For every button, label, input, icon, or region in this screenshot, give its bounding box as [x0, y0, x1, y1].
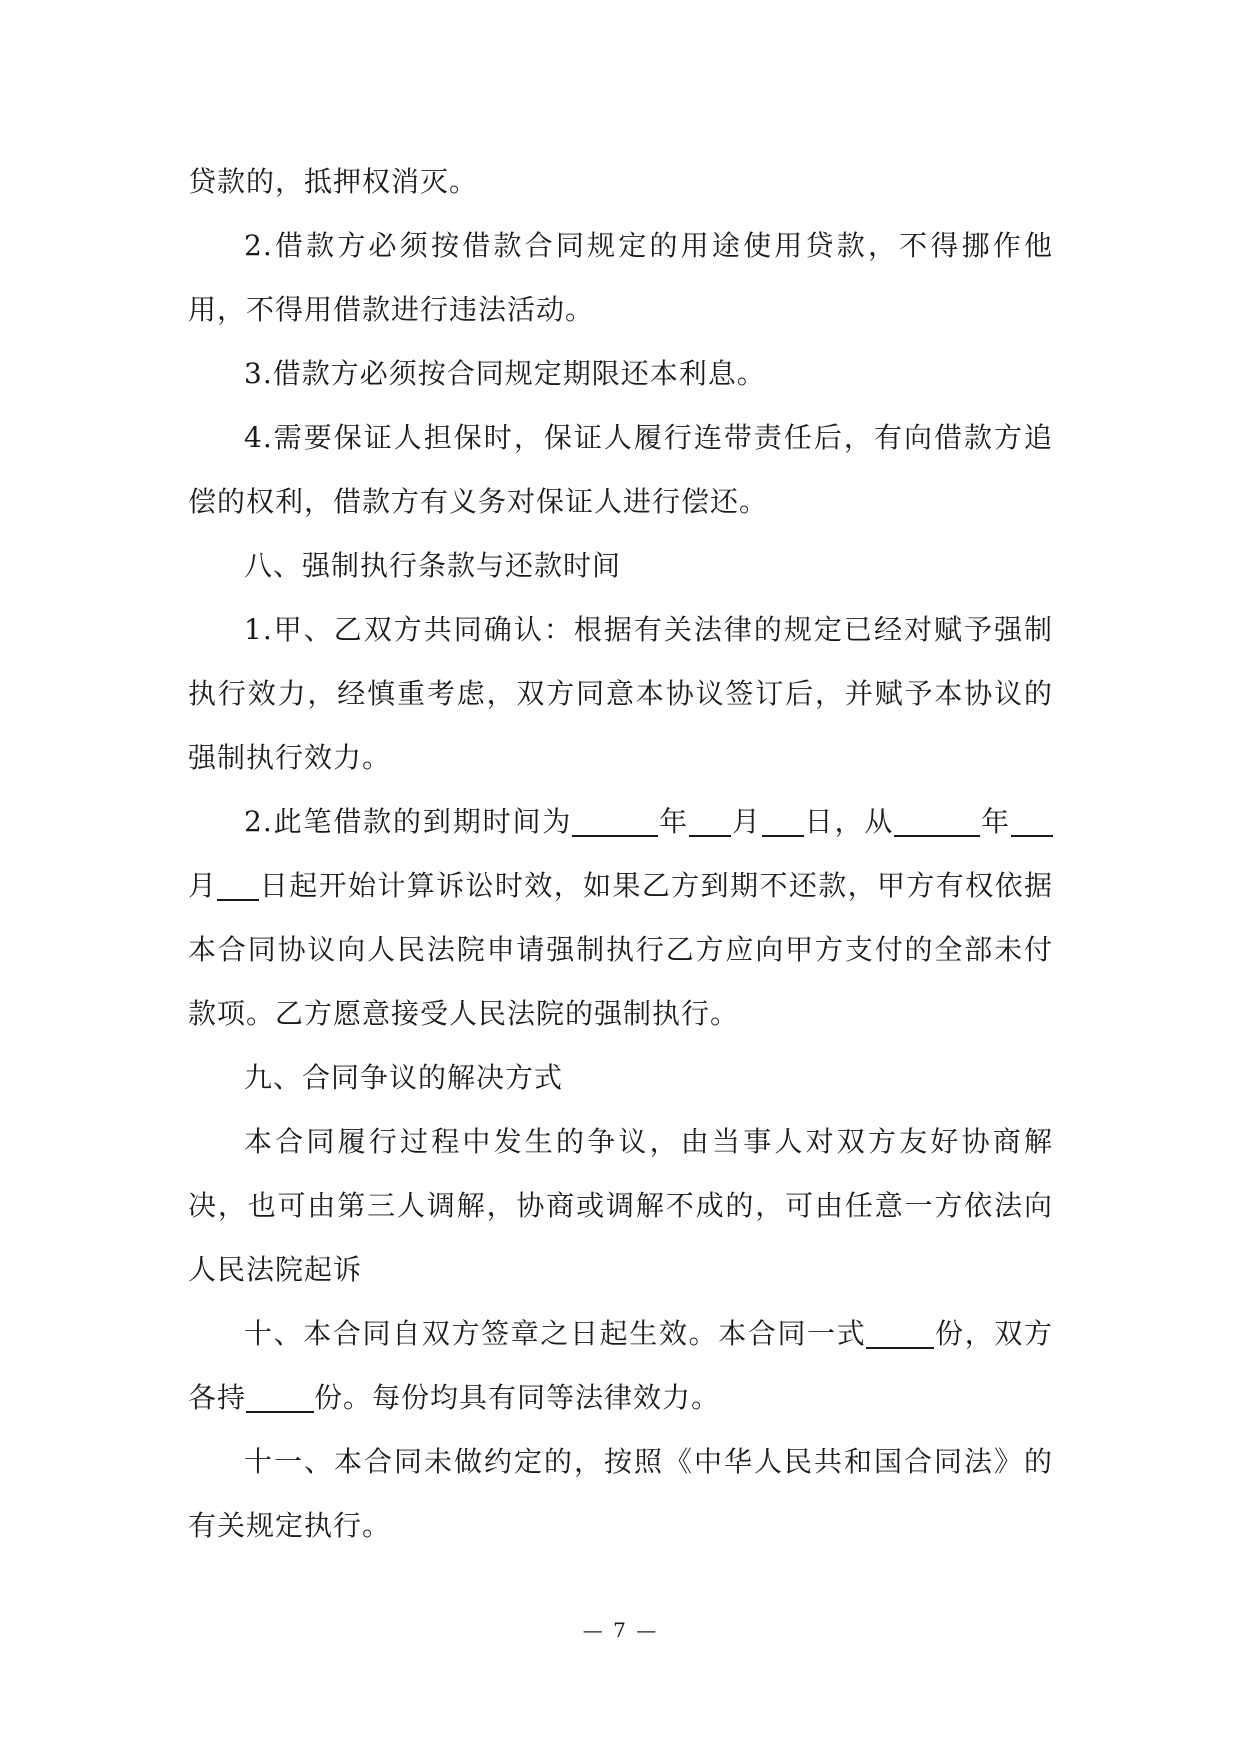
due-clause-text-2: 年	[658, 805, 690, 838]
due-clause-text-3: 月	[731, 805, 762, 838]
copies-clause-text-1: 十、本合同自双方签章之日起生效。本合同一式	[244, 1317, 867, 1350]
due-clause-text-5: 年	[980, 805, 1011, 838]
due-clause-text-7: 日起开始计算诉讼时效，如果乙方到期不还款，甲方有权依据本合同协议向人民法院申请强制执行乙方应向甲方支付的全部未付款项。乙方愿意接受人民法院的强制执行。	[188, 869, 1053, 1030]
paragraph-due-date	[188, 790, 1053, 1046]
paragraph-dispute-resolution: 本合同履行过程中发生的争议，由当事人对双方友好协商解决，也可由第三人调解，协商或调解不成的，可由任意一方依法向人民法院起诉	[188, 1125, 1053, 1286]
paragraph-guarantor: 4.需要保证人担保时，保证人履行连带责任后，有向借款方追偿的权利，借款方有义务对保证人进行偿还。	[188, 421, 1053, 518]
blank-start-day	[217, 869, 259, 901]
blank-copies-total	[866, 1317, 934, 1349]
blank-copies-each	[246, 1381, 314, 1413]
copies-clause-text-2: 份，双方各持	[188, 1317, 1053, 1414]
blank-start-year	[894, 805, 980, 837]
blank-due-day	[762, 805, 804, 837]
page-number: — 7 —	[582, 1618, 659, 1642]
blank-due-month	[689, 805, 731, 837]
document-body	[188, 150, 1053, 1558]
paragraph-effectiveness	[188, 1302, 1053, 1430]
copies-clause-text-3: 份。每份均具有同等法律效力。	[314, 1381, 721, 1414]
section-heading-dispute: 九、合同争议的解决方式	[244, 1061, 564, 1094]
paragraph-mortgage-end: 贷款的，抵押权消灭。	[188, 165, 479, 198]
blank-due-year	[572, 805, 658, 837]
due-clause-text-4: 日，从	[803, 805, 895, 838]
paragraph-loan-usage: 2.借款方必须按借款合同规定的用途使用贷款，不得挪作他用，不得用借款进行违法活动。	[188, 229, 1053, 326]
blank-start-month	[1011, 805, 1053, 837]
paragraph-enforcement-confirmation: 1.甲、乙双方共同确认：根据有关法律的规定已经对赋予强制执行效力，经慎重考虑，双方同意本协议签订后，并赋予本协议的强制执行效力。	[188, 613, 1053, 774]
paragraph-unspecified-matters: 十一、本合同未做约定的，按照《中华人民共和国合同法》的有关规定执行。	[188, 1445, 1053, 1542]
due-clause-text-1: 2.此笔借款的到期时间为	[244, 805, 573, 838]
paragraph-repayment: 3.借款方必须按合同规定期限还本利息。	[244, 357, 766, 390]
due-clause-text-6: 月	[188, 869, 218, 902]
section-heading-enforcement: 八、强制执行条款与还款时间	[244, 549, 622, 582]
